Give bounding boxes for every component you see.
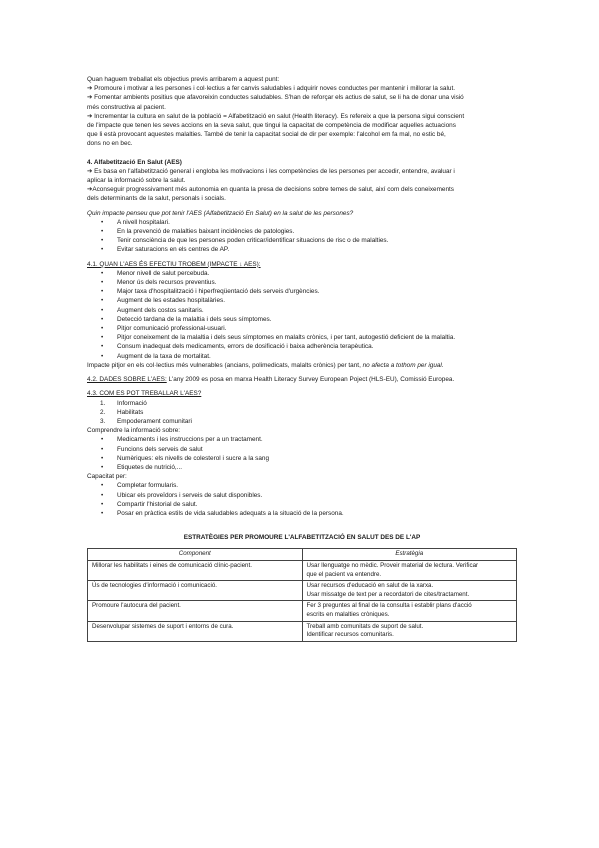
- list-item: • Augment de les estades hospitalàries.: [117, 296, 517, 305]
- list-number: 3.: [100, 417, 106, 425]
- column-header-component: Component: [88, 549, 303, 561]
- strategy-line: Usar missatge de text per a recordatori de cites/tractament.: [306, 590, 470, 598]
- column-header-strategy: Estratègia: [302, 549, 517, 561]
- vulnerable-impact-text: Impacte pitjor en els col·lectius més vulnerables (ancians, polimedicats, malalts crònics) per tant,: [87, 361, 363, 369]
- table-cell-component: Desenvolupar sistemes de suport i entorns de cura.: [88, 621, 303, 641]
- list-item: • Funcions dels serveis de salut: [117, 445, 517, 454]
- intro-arrow-2b: més constructiva al pacient.: [87, 103, 166, 111]
- strategies-table: [87, 548, 517, 641]
- effects-bullet-list: [87, 269, 517, 361]
- intro-arrow-1: ➔ Promoure i motivar a les persones i col·lectius a fer canvis saludables i adquirir noves conductes per mantenir i millorar la salut.: [87, 85, 456, 93]
- list-number: 2.: [100, 408, 106, 416]
- list-item: • Menor ús dels recursos preventius.: [117, 278, 517, 287]
- table-cell-strategy: [302, 560, 517, 580]
- list-number: 1.: [100, 399, 106, 407]
- list-item: • Consum inadequat dels medicaments, errors de dosificació i baixa adherència terapèutica.: [117, 342, 517, 351]
- capacitat-label: Capacitat per:: [87, 473, 127, 481]
- strategy-line: Usar llenguatge no mèdic. Proveir material de lectura. Verificar: [306, 561, 479, 569]
- list-item: • Medicaments i les instruccions per a un tractament.: [117, 435, 517, 444]
- document-page: [87, 75, 517, 642]
- comprendre-bullet-list: [87, 435, 517, 472]
- section-4-heading: 4. Alfabetització En Salut (AES): [87, 158, 182, 166]
- intro-arrow-3d: dons no en bec.: [87, 140, 133, 148]
- strategy-line: Identificar recursos comunitaris.: [306, 631, 394, 639]
- strategy-line: que el pacient va entendre.: [306, 570, 382, 578]
- intro-arrow-3b: de l'impacte que tenen les seves accions en la seva salut, que tingui la capacitat de competència de modificar aquelles actuacions: [87, 122, 456, 130]
- list-text: Habilitats: [117, 408, 144, 416]
- vulnerable-impact-emphasis: no afecta a tothom per igual.: [362, 361, 444, 369]
- section-4-line-1: ➔ Es basa en l'alfabetització general i engloba les motivacions i les competències de les persones per accedir, entendre, avaluar i: [87, 167, 455, 175]
- intro-arrow-3a: ➔ Incrementar la cultura en salut de la població = Alfabetització en salut (Health literacy). Es refereix a que la persona sigui conscient: [87, 112, 465, 120]
- impact-question: Quin impacte penseu que pot tenir l'AES (Alfabetització En Salut) en la salut de les persones?: [87, 209, 354, 217]
- list-text: Empoderament comunitari: [117, 417, 192, 425]
- comprendre-label: Comprendre la informació sobre:: [87, 427, 181, 435]
- strategy-line: Treball amb comunitats de suport de salut.: [306, 622, 424, 630]
- section-4-2-heading: 4.2. DADES SOBRE L'AES:: [87, 376, 167, 384]
- list-item: • Etiquetes de nutrició,...: [117, 463, 517, 472]
- list-item: • Posar en pràctica estils de vida saludables adequats a la situació de la persona.: [117, 509, 517, 518]
- table-row: [88, 621, 517, 641]
- table-row: [88, 560, 517, 580]
- strategy-line: Usar recursos d'educació en salut de la xarxa.: [306, 582, 434, 590]
- list-item: [100, 399, 517, 408]
- list-item: • Pitjor coneixement de la malaltia i dels seus símptomes en malalts crònics, i per tant, autogestió deficient de la malaltia.: [117, 333, 517, 342]
- list-item: [100, 408, 517, 417]
- list-item: [100, 417, 517, 426]
- section-4-2-line: [87, 375, 517, 384]
- table-header-row: [88, 549, 517, 561]
- table-cell-strategy: [302, 601, 517, 621]
- intro-line: Quan haguem treballat els objectius previs arribarem a aquest punt:: [87, 76, 280, 83]
- table-cell-component: Promoure l'autocura del pacient.: [88, 601, 303, 621]
- strategies-table-title: ESTRATÈGIES PER PROMOURE L'ALFABETITZACIÓ EN SALUT DES DE L'AP: [183, 534, 421, 542]
- list-text: Informació: [117, 399, 147, 407]
- list-item: • Numèriques: els nivells de colesterol i sucre a la sang: [117, 454, 517, 463]
- intro-arrow-3c: que li està provocant aquestes malalties. També de tenir la capacitat social de dir per exemple: l'alcohol em fa mal, no estic bé,: [87, 131, 446, 139]
- table-cell-component: Ús de tecnologies d'informació i comunicació.: [88, 581, 303, 601]
- table-cell-component: Millorar les habilitats i eines de comunicació clínic-pacient.: [88, 560, 303, 580]
- list-item: • A nivell hospitalari.: [117, 218, 517, 227]
- section-4-line-2: aplicar la informació sobre la salut.: [87, 177, 186, 185]
- vulnerable-impact-line: [87, 361, 517, 370]
- list-item: • Ubicar els proveïdors i serveis de salut disponibles.: [117, 491, 517, 500]
- list-item: • Augment de la taxa de mortalitat.: [117, 352, 517, 361]
- intro-arrow-2a: ➔ Fomentar ambients positius que afavoreixin conductes saludables. S'han de reforçar els actius de salut, se li ha de donar una visió: [87, 94, 464, 102]
- section-4-2-text: L'any 2009 es posa en marxa Health Literacy Survey European Poject (HLS-EU), Comissió Europea.: [166, 376, 455, 384]
- list-item: • Menor nivell de salut percebuda.: [117, 269, 517, 278]
- strategy-line: Fer 3 preguntes al final de la consulta i establir plans d'acció: [306, 602, 472, 610]
- list-item: • En la prevenció de malalties baixant incidències de patologies.: [117, 227, 517, 236]
- strategy-line: escrits en malalties cròniques.: [306, 610, 390, 618]
- capacitat-bullet-list: [87, 481, 517, 518]
- list-item: • Detecció tardana de la malaltia i dels seus símptomes.: [117, 315, 517, 324]
- table-cell-strategy: [302, 581, 517, 601]
- list-item: • Major taxa d'hospitalització i hiperfreqüentació dels serveis d'urgències.: [117, 287, 517, 296]
- work-methods-list: [87, 399, 517, 427]
- table-row: [88, 601, 517, 621]
- list-item: • Pitjor comunicació professional-usuari.: [117, 324, 517, 333]
- section-4-1-heading: 4.1. QUAN L'AES ÉS EFECTIU TROBEM (IMPACTE ↓ AES):: [87, 260, 261, 268]
- list-item: • Evitar saturacions en els centres de AP.: [117, 245, 517, 254]
- list-item: • Tenir consciència de que les persones poden criticar/identificar situacions de risc o de malalties.: [117, 236, 517, 245]
- list-item: • Completar formularis.: [117, 481, 517, 490]
- section-4-line-4: dels determinants de la salut, personals i socials.: [87, 195, 226, 203]
- impact-bullet-list: [87, 218, 517, 255]
- list-item: • Augment dels costos sanitaris.: [117, 306, 517, 315]
- list-item: • Compartir l'historial de salut.: [117, 500, 517, 509]
- section-4-3-heading: 4.3. COM ES POT TREBALLAR L'AES?: [87, 390, 202, 398]
- section-4-line-3: ➔Aconseguir progressivament més autonomia en quanta la presa de decisions sobre temes de salut, així com dels coneixements: [87, 186, 454, 194]
- table-cell-strategy: [302, 621, 517, 641]
- table-row: [88, 581, 517, 601]
